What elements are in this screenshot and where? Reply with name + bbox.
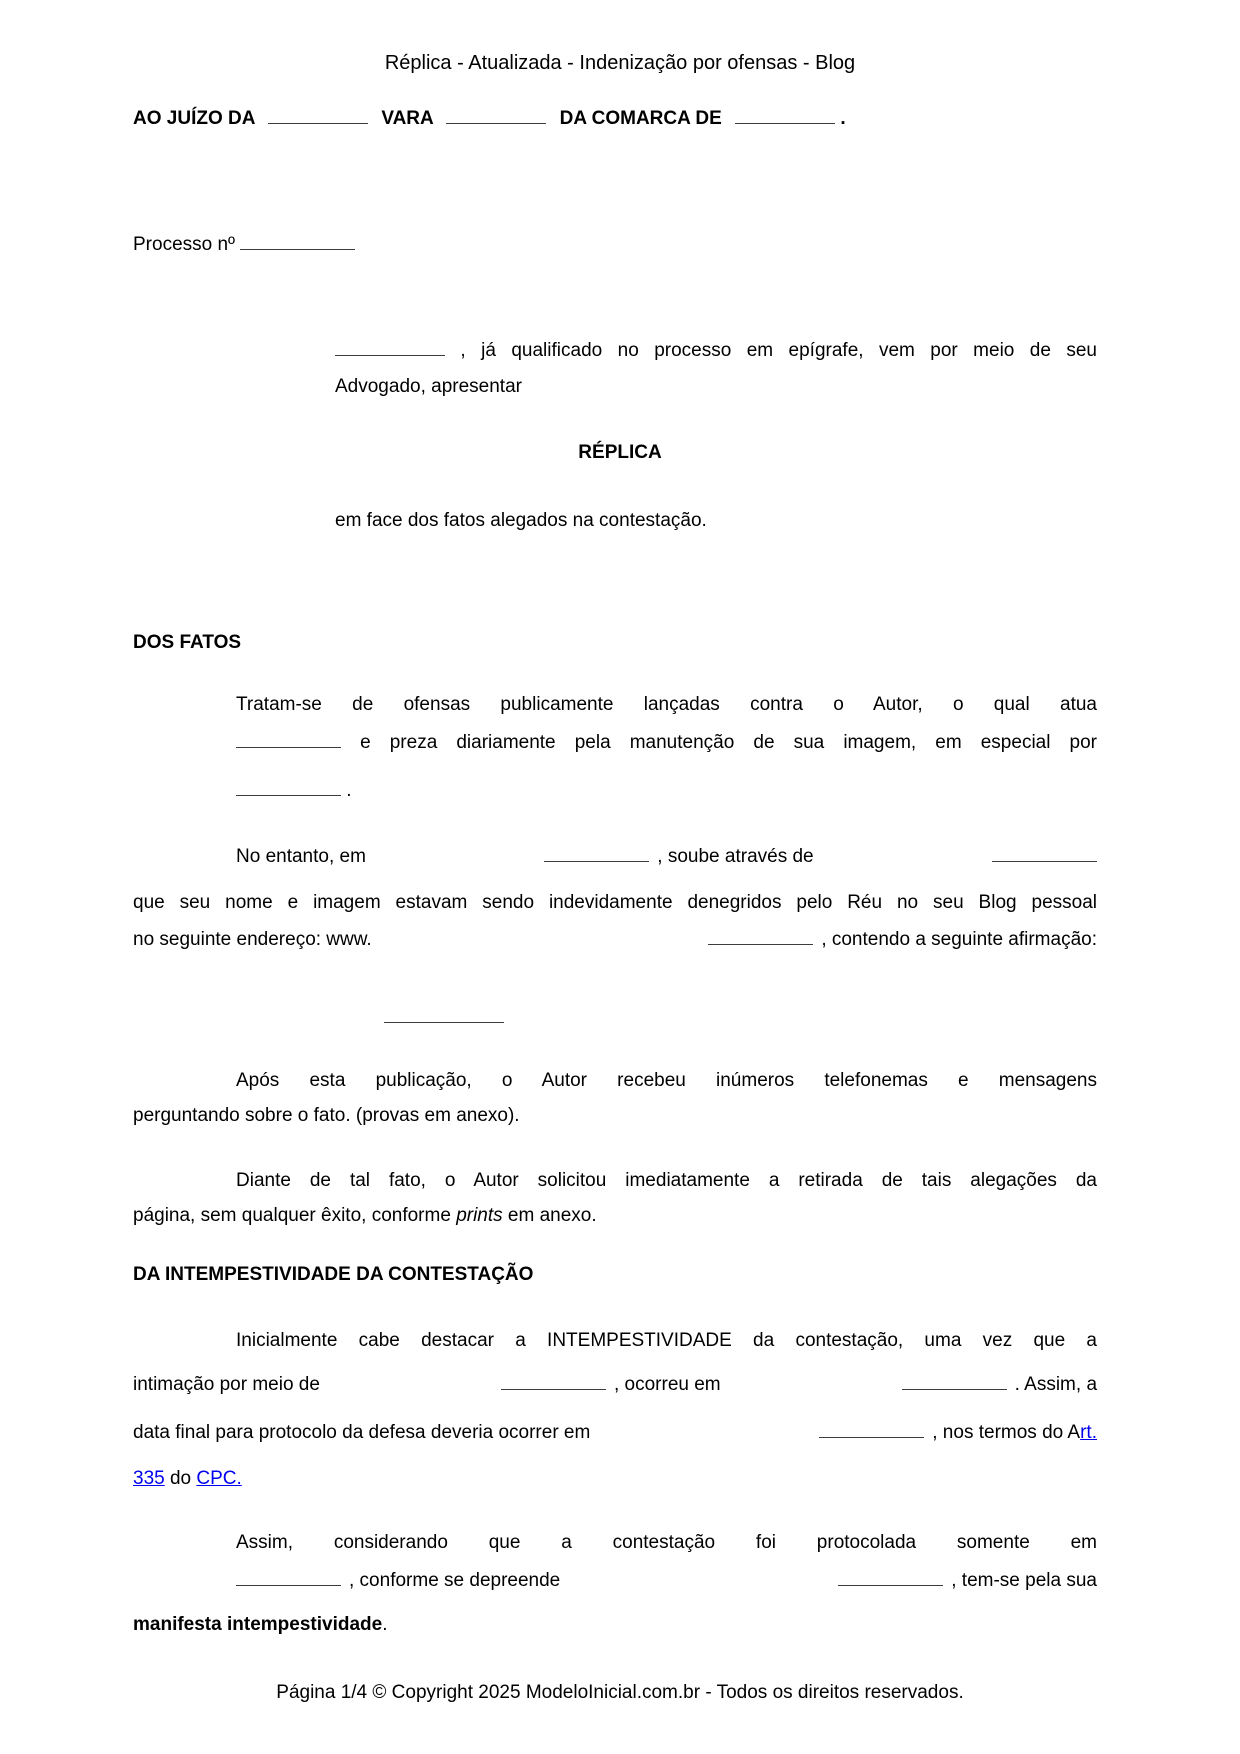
qualification-line-2	[335, 374, 522, 400]
blank-field	[236, 728, 341, 748]
replica-heading: RÉPLICA	[578, 442, 662, 463]
do-text: do	[164, 1468, 197, 1489]
court-address-line	[133, 104, 1133, 132]
intempestividade-line-1: Inicialmente cabe destacar a INTEMPESTIVIDADE da contestação, uma vez que a	[236, 1330, 1097, 1351]
assim-line-1: Assim, considerando que a contestação foi protocolada somente em	[236, 1532, 1097, 1553]
blank-field	[735, 104, 835, 124]
court-text-1: AO JUÍZO DA	[133, 108, 255, 129]
blank-field	[240, 230, 355, 250]
noentanto-text-3a: no seguinte endereço: www.	[133, 929, 372, 950]
intempestividade-line-2	[133, 1370, 1097, 1398]
noentanto-text-3b: , contendo a seguinte afirmação:	[821, 929, 1097, 950]
blank-field	[708, 925, 813, 945]
link-art-335[interactable]: 335	[133, 1468, 165, 1489]
blank-field	[236, 1566, 341, 1586]
intempestividade-line-4	[133, 1466, 242, 1492]
qualification-text-2: Advogado, apresentar	[335, 376, 522, 397]
assim-line-3	[133, 1612, 387, 1638]
dos-fatos-heading: DOS FATOS	[133, 632, 242, 653]
blank-field	[446, 104, 546, 124]
court-text-3: DA COMARCA DE	[559, 108, 722, 129]
blank-field	[236, 776, 341, 796]
blank-field	[902, 1370, 1007, 1390]
qualification-line-1	[335, 336, 1097, 364]
quoted-statement-line	[384, 1003, 504, 1031]
blank-field	[268, 104, 368, 124]
intempestividade-heading: DA INTEMPESTIVIDADE DA CONTESTAÇÃO	[133, 1264, 534, 1285]
blank-field	[819, 1418, 924, 1438]
diante-line-2	[133, 1203, 597, 1229]
qualification-text: , já qualificado no processo em epígrafe, vem por meio de seu	[445, 340, 1097, 361]
link-art-fragment[interactable]: rt.	[1080, 1422, 1097, 1443]
diante-text-2c: em anexo.	[502, 1205, 597, 1226]
apos-line-2: perguntando sobre o fato. (provas em anexo).	[133, 1105, 520, 1126]
blank-field	[384, 1003, 504, 1023]
intempestividade-line-3	[133, 1418, 1097, 1446]
noentanto-line-3	[133, 925, 1097, 953]
diante-line-1: Diante de tal fato, o Autor solicitou imediatamente a retirada de tais alegações da	[236, 1170, 1097, 1191]
noentanto-text-b: , soube através de	[657, 846, 814, 867]
intempestividade-text-2b: , ocorreu em	[613, 1374, 721, 1395]
process-number-line	[133, 230, 355, 258]
emface-line: em face dos fatos alegados na contestação.	[335, 510, 707, 531]
assim-line-2	[236, 1566, 1097, 1594]
blank-field	[544, 842, 649, 862]
prints-italic: prints	[456, 1205, 503, 1226]
blank-field	[838, 1566, 943, 1586]
intempestividade-text-3b	[932, 1420, 1097, 1446]
fatos-line-3	[236, 776, 352, 804]
intempestividade-text-3a: data final para protocolo da defesa deveria ocorrer em	[133, 1422, 591, 1443]
court-text-2: VARA	[381, 108, 434, 129]
fatos-text-3: .	[341, 780, 352, 801]
nos-termos-text: , nos termos do A	[932, 1422, 1081, 1443]
blank-field	[501, 1370, 606, 1390]
page-footer: Página 1/4 © Copyright 2025 ModeloInicial.com.br - Todos os direitos reservados.	[276, 1682, 964, 1703]
court-text-4: .	[840, 108, 846, 129]
noentanto-line-1	[236, 842, 1097, 870]
assim-text-2b: , tem-se pela sua	[951, 1570, 1097, 1591]
fatos-text-2: e preza diariamente pela manutenção de sua imagem, em especial por	[341, 732, 1097, 753]
diante-text-2a: página, sem qualquer êxito, conforme	[133, 1205, 457, 1226]
fatos-line-1: Tratam-se de ofensas publicamente lançadas contra o Autor, o qual atua	[236, 694, 1097, 715]
document-title: Réplica - Atualizada - Indenização por ofensas - Blog	[384, 52, 856, 74]
intempestividade-text-2c: . Assim, a	[1014, 1374, 1098, 1395]
link-cpc[interactable]: CPC.	[196, 1468, 242, 1489]
blank-field	[992, 842, 1097, 862]
manifesta-bold-text: manifesta intempestividade	[133, 1614, 383, 1635]
noentanto-text-a: No entanto, em	[236, 846, 366, 867]
assim-text-2a: , conforme se depreende	[349, 1570, 561, 1591]
intempestividade-text-2a: intimação por meio de	[133, 1374, 320, 1395]
process-number-label: Processo nº	[133, 234, 241, 255]
blank-field	[335, 336, 445, 356]
noentanto-line-2: que seu nome e imagem estavam sendo indevidamente denegridos pelo Réu no seu Blog pessoal	[133, 892, 1097, 913]
period-text: .	[382, 1614, 388, 1635]
apos-line-1: Após esta publicação, o Autor recebeu inúmeros telefonemas e mensagens	[236, 1070, 1097, 1091]
fatos-line-2	[236, 728, 1097, 756]
